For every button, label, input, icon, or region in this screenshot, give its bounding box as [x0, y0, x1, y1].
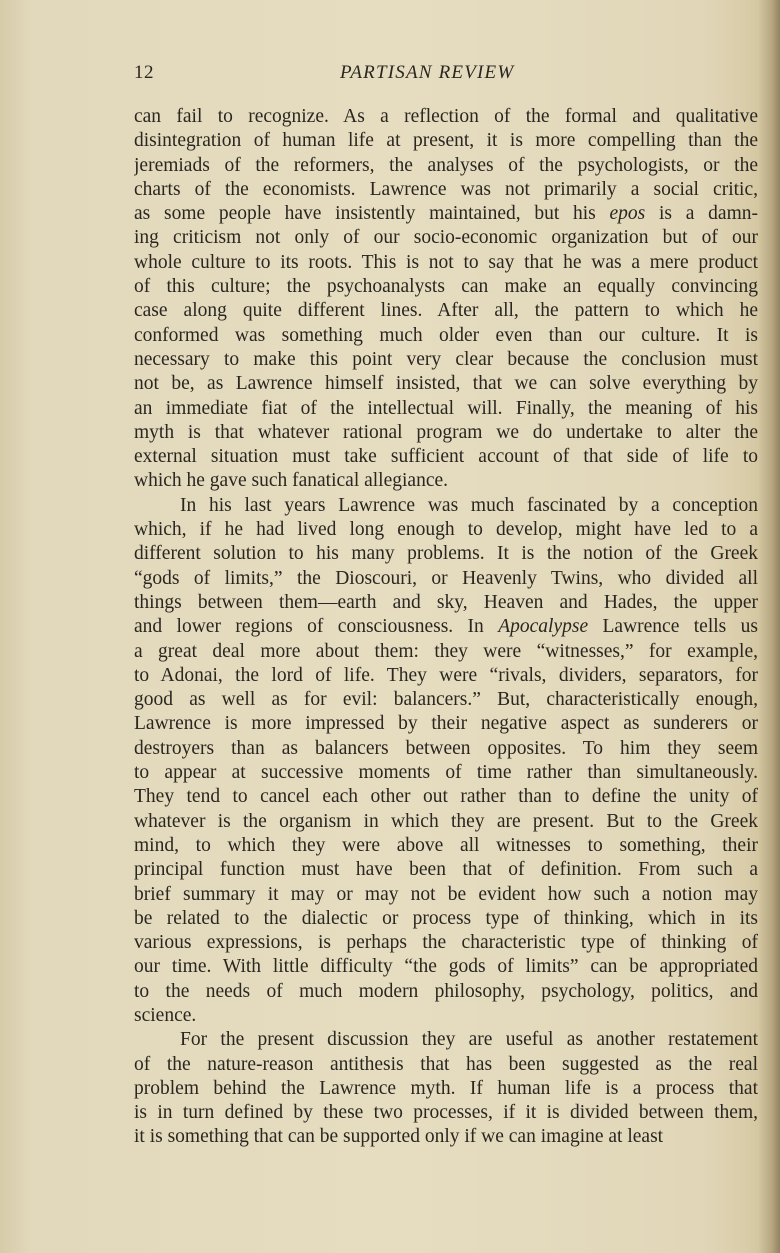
- text-line: necessary to make this point very clear because the conclusion must: [134, 348, 758, 370]
- text-line: mind, to which they were above all witnesses to something, their: [134, 834, 758, 856]
- running-head: PARTISAN REVIEW: [340, 62, 515, 83]
- text-line: to Adonai, the lord of life. They were “rivals, dividers, separators, for: [134, 664, 758, 686]
- text-line: ing criticism not only of our socio-economic organization but of our: [134, 227, 758, 249]
- text-line: an immediate fiat of the intellectual will. Finally, the meaning of his: [134, 397, 758, 419]
- text-line: which, if he had lived long enough to develop, might have led to a: [134, 519, 758, 541]
- text-line: different solution to his many problems. It is the notion of the Greek: [134, 543, 758, 565]
- text-line: various expressions, is perhaps the characteristic type of thinking of: [134, 932, 758, 954]
- text-line: which he gave such fanatical allegiance.: [134, 470, 449, 492]
- text-line: For the present discussion they are useful as another restatement: [180, 1029, 758, 1051]
- text-line: of the nature-reason antithesis that has been suggested as the real: [134, 1053, 758, 1075]
- text-line: can fail to recognize. As a reflection of the formal and qualitative: [134, 106, 758, 127]
- text-line: destroyers than as balancers between opposites. To him they seem: [134, 737, 758, 759]
- text-line: “gods of limits,” the Dioscouri, or Heavenly Twins, who divided all: [134, 567, 758, 589]
- italic-title: Apocalypse: [498, 616, 589, 638]
- text-line: external situation must take sufficient account of that side of life to: [134, 446, 758, 468]
- page-edge-shadow: [758, 0, 780, 1253]
- page-header: [134, 62, 754, 90]
- text-line: science.: [134, 1004, 197, 1026]
- text-line: conformed was something much older even than our culture. It is: [134, 324, 758, 346]
- text-line: of this culture; the psychoanalysts can make an equally convincing: [134, 276, 758, 298]
- italic-title: epos: [609, 203, 646, 225]
- text-line: jeremiads of the reformers, the analyses of the psychologists, or the: [134, 154, 758, 176]
- text-line: problem behind the Lawrence myth. If human life is a process that: [134, 1077, 758, 1099]
- text-line: In his last years Lawrence was much fascinated by a conception: [180, 494, 758, 516]
- text-line: case along quite different lines. After all, the pattern to which he: [134, 300, 758, 322]
- body-text: [134, 105, 758, 1150]
- text-line: it is something that can be supported only if we can imagine at least: [134, 1126, 664, 1148]
- text-line: principal function must have been that of definition. From such a: [134, 859, 758, 881]
- text-line: whole culture to its roots. This is not to say that he was a mere product: [134, 251, 758, 273]
- text-line: be related to the dialectic or process type of thinking, which in its: [134, 907, 758, 929]
- text-line: as some people have insistently maintained, but his epos is a damn-: [134, 203, 758, 225]
- text-line: whatever is the organism in which they are present. But to the Greek: [134, 810, 758, 832]
- paragraph: [134, 1028, 758, 1149]
- paragraph: [134, 494, 758, 1029]
- text-line: not be, as Lawrence himself insisted, that we can solve everything by: [134, 373, 758, 395]
- text-line: to appear at successive moments of time rather than simultaneously.: [134, 762, 758, 784]
- paragraph: [134, 105, 758, 494]
- text-line: to the needs of much modern philosophy, psychology, politics, and: [134, 980, 758, 1002]
- text-line: disintegration of human life at present, it is more compelling than the: [134, 130, 758, 152]
- text-line: Lawrence is more impressed by their negative aspect as sunderers or: [134, 713, 758, 735]
- text-line: things between them—earth and sky, Heaven and Hades, the upper: [134, 591, 758, 613]
- text-line: and lower regions of consciousness. In Apocalypse Lawrence tells us: [134, 616, 758, 638]
- text-line: charts of the economists. Lawrence was not primarily a social critic,: [134, 178, 758, 200]
- text-line: is in turn defined by these two processes, if it is divided between them,: [134, 1102, 758, 1124]
- text-line: our time. With little difficulty “the gods of limits” can be appropriated: [134, 956, 758, 978]
- text-line: good as well as for evil: balancers.” But, characteristically enough,: [134, 689, 758, 711]
- page-number: 12: [134, 62, 154, 83]
- text-line: brief summary it may or may not be evident how such a notion may: [134, 883, 758, 905]
- text-line: myth is that whatever rational program we do undertake to alter the: [134, 421, 758, 443]
- text-line: They tend to cancel each other out rather than to define the unity of: [134, 786, 758, 808]
- text-line: a great deal more about them: they were “witnesses,” for example,: [134, 640, 758, 662]
